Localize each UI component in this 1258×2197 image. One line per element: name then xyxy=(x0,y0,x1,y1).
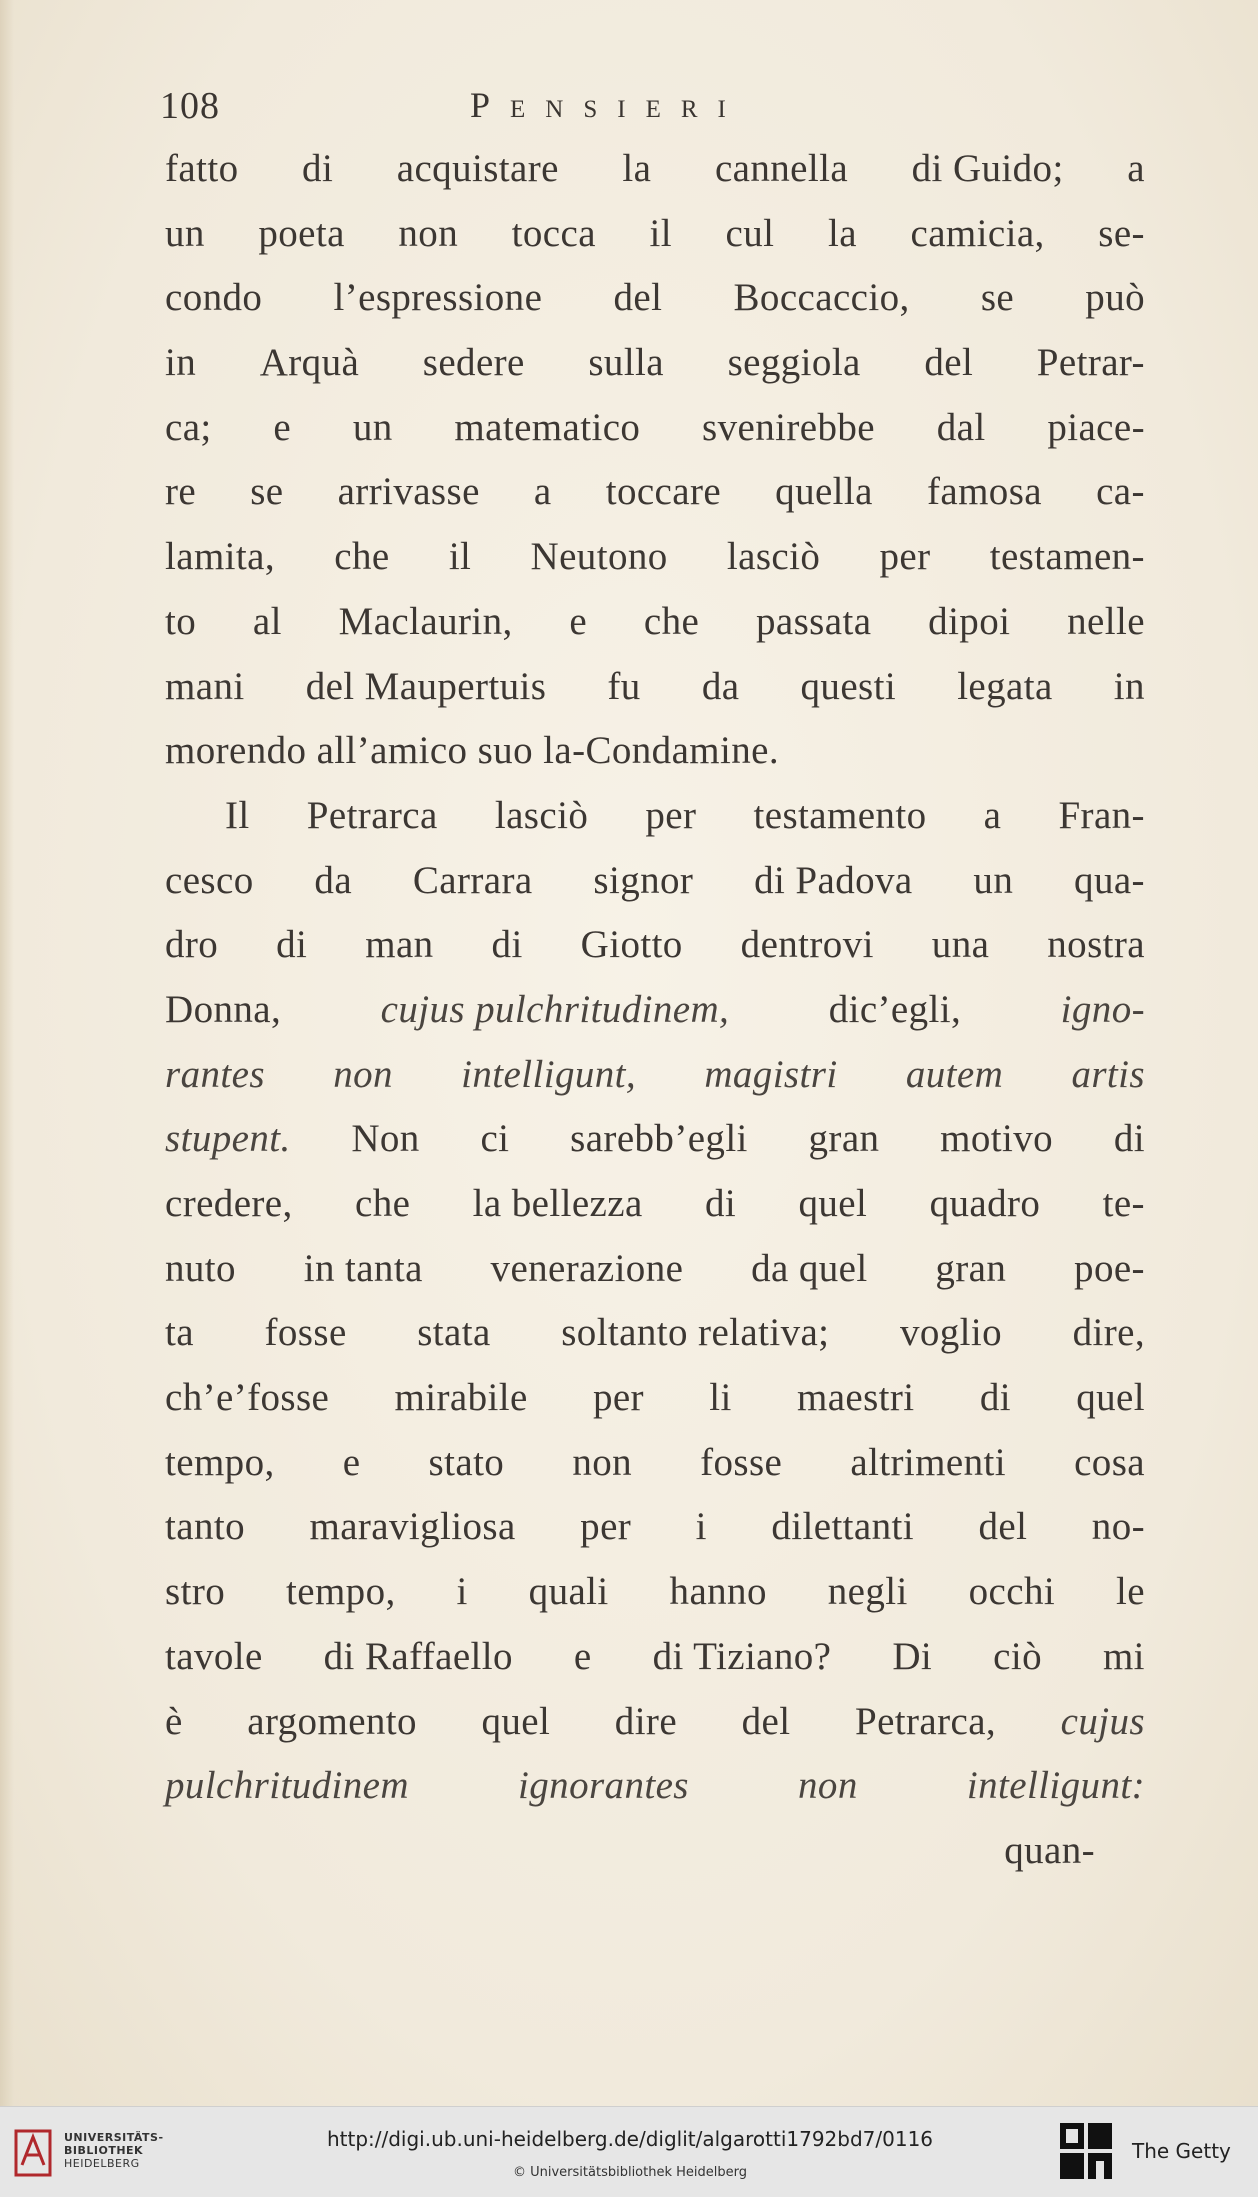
italic-word: intelligunt: xyxy=(966,1764,1145,1808)
word: dentrovi xyxy=(740,923,874,967)
text-line xyxy=(165,793,1145,858)
word: fosse xyxy=(700,1440,783,1484)
italic-word: igno- xyxy=(1060,987,1145,1031)
word: lamita, xyxy=(165,535,276,579)
word: il xyxy=(649,211,672,255)
word: gran xyxy=(808,1117,880,1161)
word: un xyxy=(165,211,205,255)
word: piace- xyxy=(1047,405,1145,449)
word: legata xyxy=(957,664,1053,708)
running-title: Pensieri xyxy=(470,85,746,125)
word: argomento xyxy=(247,1699,417,1743)
word: quan- xyxy=(1004,1828,1095,1872)
word: quadro xyxy=(929,1182,1041,1225)
word: la xyxy=(622,147,652,190)
word: poe- xyxy=(1074,1246,1145,1290)
word: nuto xyxy=(165,1246,236,1290)
word: ci xyxy=(480,1117,510,1161)
italic-word: artis xyxy=(1071,1052,1145,1096)
word: un xyxy=(973,858,1014,902)
word: la bellezza xyxy=(472,1182,643,1225)
word: acquistare xyxy=(396,147,559,190)
word: del Maupertuis xyxy=(305,664,547,708)
text-line xyxy=(165,340,1145,405)
word: a xyxy=(983,793,1002,837)
word: dire xyxy=(614,1699,678,1743)
text-line xyxy=(165,146,1145,211)
word: da xyxy=(314,858,353,902)
word: cul xyxy=(725,211,775,255)
word: Giotto xyxy=(580,923,683,967)
word: e xyxy=(342,1440,361,1484)
word: se- xyxy=(1098,211,1145,255)
word: ta xyxy=(165,1311,194,1355)
text-line xyxy=(165,1246,1145,1311)
word: voglio xyxy=(899,1311,1003,1355)
text-line xyxy=(165,405,1145,470)
text-line xyxy=(165,664,1145,729)
text-line xyxy=(165,1699,1145,1764)
word: per xyxy=(879,535,931,579)
word: maestri xyxy=(796,1376,915,1420)
italic-word: magistri xyxy=(704,1052,838,1096)
page-gutter-shadow xyxy=(0,0,14,2106)
italic-word: non xyxy=(798,1764,858,1808)
word: mi xyxy=(1102,1634,1145,1678)
word: del xyxy=(613,276,663,320)
word: non xyxy=(398,211,459,255)
word: lasciò xyxy=(726,535,821,579)
word: motivo xyxy=(940,1117,1054,1161)
text-line xyxy=(165,1440,1145,1505)
text-line xyxy=(165,1310,1145,1375)
word: è xyxy=(165,1699,183,1743)
text-line xyxy=(165,1634,1145,1699)
word: condo xyxy=(165,276,263,320)
word: credere, xyxy=(165,1182,293,1225)
word: famosa xyxy=(926,470,1042,514)
word: del xyxy=(924,341,974,385)
word: se xyxy=(980,276,1015,320)
word: negli xyxy=(827,1570,908,1614)
viewer-footer xyxy=(0,2106,1258,2197)
word: Petrarca, xyxy=(854,1699,997,1743)
word: che xyxy=(643,599,700,643)
italic-word: rantes xyxy=(165,1052,265,1096)
word: che xyxy=(355,1182,411,1225)
word: to xyxy=(165,599,197,643)
italic-word: pulchritudinem xyxy=(165,1764,409,1808)
word: che xyxy=(334,535,390,579)
word: in tanta xyxy=(303,1246,423,1290)
text-line xyxy=(165,275,1145,340)
word: quel xyxy=(481,1699,551,1743)
word: non xyxy=(572,1440,633,1484)
word: un xyxy=(352,405,393,449)
word: tanto xyxy=(165,1505,245,1549)
word: dro xyxy=(165,923,219,967)
word: questi xyxy=(800,664,897,708)
word: se xyxy=(250,470,284,514)
word: re xyxy=(165,470,197,514)
text-line xyxy=(165,922,1145,987)
word: signor xyxy=(593,858,694,902)
word: mani xyxy=(165,664,245,708)
word: dic’egli, xyxy=(828,987,962,1031)
word: da quel xyxy=(751,1246,868,1290)
word: stro xyxy=(165,1570,226,1614)
word: maravigliosa xyxy=(309,1505,516,1549)
word: ca- xyxy=(1096,470,1145,514)
running-head xyxy=(160,84,1150,144)
word: hanno xyxy=(669,1570,767,1614)
word: stata xyxy=(417,1311,491,1355)
word: arrivasse xyxy=(337,470,480,514)
word: una xyxy=(931,923,990,967)
word: nelle xyxy=(1067,599,1145,643)
text-line xyxy=(165,1569,1145,1634)
word: ch’e’fosse xyxy=(165,1376,330,1420)
italic-word: ignorantes xyxy=(518,1764,689,1808)
word: cesco xyxy=(165,858,254,902)
word: cosa xyxy=(1074,1440,1145,1484)
word: morendo all’amico suo la-Condamine. xyxy=(165,729,780,773)
word: fatto xyxy=(165,147,239,190)
italic-word: non xyxy=(333,1052,393,1096)
word: per xyxy=(645,793,697,837)
text-line xyxy=(165,534,1145,599)
word: quel xyxy=(1076,1376,1145,1420)
word: in xyxy=(1113,664,1145,708)
text-line xyxy=(165,728,1145,793)
body-text xyxy=(165,146,1145,1893)
italic-word: autem xyxy=(905,1052,1004,1096)
word: mirabile xyxy=(394,1376,528,1420)
word: li xyxy=(709,1376,732,1420)
text-line xyxy=(165,469,1145,534)
word: Arquà xyxy=(259,341,360,385)
library-name-line-3: HEIDELBERG xyxy=(64,2157,140,2170)
word: dire, xyxy=(1072,1311,1145,1355)
source-url-link[interactable]: http://digi.ub.uni-heidelberg.de/diglit/algarotti1792bd7/0116 xyxy=(326,2127,934,2151)
word: sulla xyxy=(588,341,665,385)
word: può xyxy=(1085,276,1145,320)
catchword xyxy=(165,1828,1145,1893)
word: occhi xyxy=(968,1570,1056,1614)
italic-word: cujus pulchritudinem, xyxy=(380,987,730,1031)
word: ca; xyxy=(165,405,212,449)
word: per xyxy=(592,1376,644,1420)
word: fosse xyxy=(264,1311,347,1355)
word: matematico xyxy=(454,405,641,449)
word: tavole xyxy=(165,1634,263,1678)
word: lasciò xyxy=(494,793,589,837)
word: man xyxy=(365,923,434,967)
word: svenirebbe xyxy=(702,405,875,449)
word: Boccaccio, xyxy=(733,276,910,320)
word: venerazione xyxy=(490,1246,684,1290)
word: a xyxy=(1127,147,1145,190)
word: dal xyxy=(936,405,986,449)
library-name-line-1: UNIVERSITÄTS- xyxy=(64,2131,164,2144)
word: gran xyxy=(935,1246,1007,1290)
word: Di xyxy=(892,1634,933,1678)
word: sedere xyxy=(422,341,525,385)
word: quella xyxy=(775,470,873,514)
text-line xyxy=(165,987,1145,1052)
italic-word: intelligunt, xyxy=(461,1052,637,1096)
library-name xyxy=(64,2131,164,2170)
word: poeta xyxy=(258,211,345,255)
word: di xyxy=(979,1376,1011,1420)
word: nostra xyxy=(1047,923,1145,967)
word: Petrarca xyxy=(306,793,438,837)
word: qua- xyxy=(1074,858,1145,902)
word: a xyxy=(533,470,552,514)
word: di xyxy=(302,147,334,190)
text-line xyxy=(165,1763,1145,1828)
text-line xyxy=(165,1375,1145,1440)
page-number: 108 xyxy=(160,85,220,127)
text-line xyxy=(165,211,1145,276)
getty-logo-icon xyxy=(1058,2121,1114,2183)
word: il xyxy=(448,535,472,579)
word: Non xyxy=(351,1117,420,1161)
word: i xyxy=(695,1505,707,1549)
word: quali xyxy=(528,1570,609,1614)
word: e xyxy=(573,1634,592,1678)
word: Neutono xyxy=(530,535,668,579)
word: Petrar- xyxy=(1036,341,1145,385)
word: di xyxy=(705,1182,737,1225)
word: dilettanti xyxy=(771,1505,914,1549)
text-line xyxy=(165,858,1145,923)
word: da xyxy=(701,664,740,708)
word: e xyxy=(569,599,588,643)
word: camicia, xyxy=(910,211,1045,255)
word: quel xyxy=(798,1182,868,1225)
word: ciò xyxy=(993,1634,1042,1678)
word: tempo, xyxy=(286,1570,396,1614)
word: di Raffaello xyxy=(323,1634,513,1678)
university-library-logo-icon xyxy=(12,2125,54,2181)
word: del xyxy=(741,1699,791,1743)
text-line xyxy=(165,599,1145,664)
word: e xyxy=(273,405,292,449)
italic-word: cujus xyxy=(1060,1699,1145,1743)
word: tocca xyxy=(511,211,596,255)
word: le xyxy=(1115,1570,1145,1614)
italic-word: stupent. xyxy=(165,1117,291,1161)
word: soltanto relativa; xyxy=(561,1311,830,1355)
word: di Padova xyxy=(754,858,913,902)
word: dipoi xyxy=(928,599,1011,643)
text-line xyxy=(165,1052,1145,1117)
word: testamen- xyxy=(989,535,1145,579)
word: sarebb’egli xyxy=(570,1117,748,1161)
word: te- xyxy=(1102,1182,1145,1225)
word: i xyxy=(456,1570,468,1614)
word: Fran- xyxy=(1058,793,1145,837)
getty-name: The Getty xyxy=(1132,2139,1231,2163)
word: di Tiziano? xyxy=(652,1634,832,1678)
text-line xyxy=(165,1181,1145,1246)
word: del xyxy=(978,1505,1028,1549)
text-line xyxy=(165,1116,1145,1181)
word: cannella xyxy=(714,147,849,190)
word: di xyxy=(276,923,308,967)
library-name-line-2: BIBLIOTHEK xyxy=(64,2144,144,2157)
word: l’espressione xyxy=(333,276,543,320)
word: di Guido; xyxy=(911,147,1064,190)
word: al xyxy=(252,599,282,643)
word: per xyxy=(580,1505,632,1549)
word: stato xyxy=(428,1440,505,1484)
word: Maclaurin, xyxy=(338,599,513,643)
word: di xyxy=(491,923,523,967)
word: Il xyxy=(225,793,250,837)
word: passata xyxy=(755,599,872,643)
word: Donna, xyxy=(165,987,282,1031)
word: Carrara xyxy=(412,858,533,902)
word: di xyxy=(1113,1117,1145,1161)
word: altrimenti xyxy=(850,1440,1006,1484)
word: la xyxy=(827,211,857,255)
word: in xyxy=(165,341,197,385)
word: no- xyxy=(1091,1505,1145,1549)
word: testamento xyxy=(753,793,927,837)
text-line xyxy=(165,1504,1145,1569)
word: tempo, xyxy=(165,1440,275,1484)
word: fu xyxy=(607,664,641,708)
word: toccare xyxy=(605,470,722,514)
copyright-notice: © Universitätsbibliothek Heidelberg xyxy=(512,2165,747,2180)
word: seggiola xyxy=(727,341,861,385)
